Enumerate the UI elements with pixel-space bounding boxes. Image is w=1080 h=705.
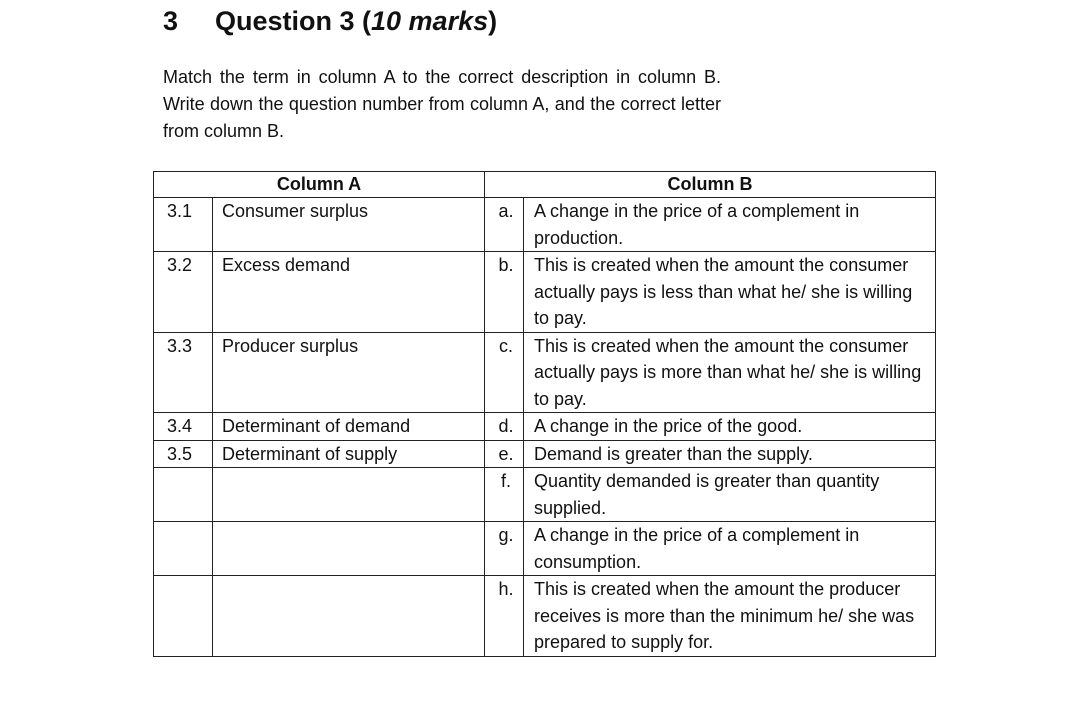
- question-title-prefix: Question 3 (: [215, 6, 372, 36]
- table-row: [154, 522, 936, 576]
- row-number-cell: [154, 522, 213, 576]
- row-term-cell: [213, 440, 485, 468]
- instructions: Match the term in column A to the correct description in column B. Write down the question number from column A, and the correct letter from column B.: [163, 67, 721, 141]
- row-letter: h.: [498, 579, 514, 599]
- matching-table: [153, 171, 936, 657]
- row-letter-cell: [485, 332, 524, 413]
- row-description-cell: [524, 576, 936, 657]
- row-term: Determinant of demand: [222, 416, 411, 436]
- row-letter: a.: [498, 201, 514, 221]
- row-description-cell: [524, 332, 936, 413]
- question-number: 3: [163, 6, 179, 36]
- row-term-cell: [213, 576, 485, 657]
- row-description-cell: [524, 468, 936, 522]
- column-b-header: Column B: [485, 172, 936, 198]
- row-description-cell: [524, 522, 936, 576]
- row-letter-cell: [485, 413, 524, 441]
- row-letter-cell: [485, 576, 524, 657]
- question-heading: [163, 6, 497, 37]
- row-number: 3.2: [167, 255, 193, 275]
- row-description: This is created when the amount the consumer actually pays is less than what he/ she is willing to pay.: [534, 255, 913, 328]
- row-description: This is created when the amount the consumer actually pays is more than what he/ she is willing to pay.: [534, 335, 922, 409]
- row-description-cell: [524, 413, 936, 441]
- row-number: 3.4: [167, 416, 193, 436]
- row-letter-cell: [485, 252, 524, 333]
- row-description: Quantity demanded is greater than quantity supplied.: [534, 471, 880, 518]
- row-term-cell: [213, 468, 485, 522]
- table-row: [154, 413, 936, 441]
- row-number-cell: [154, 252, 213, 333]
- row-term-cell: [213, 413, 485, 441]
- row-letter: f.: [501, 471, 512, 491]
- row-number: 3.5: [167, 443, 193, 464]
- row-letter: d.: [498, 416, 514, 436]
- row-number: 3.3: [167, 335, 193, 356]
- question-title-suffix: ): [488, 6, 498, 36]
- table-row: [154, 332, 936, 413]
- table-row: [154, 198, 936, 252]
- table-row: [154, 468, 936, 522]
- table-header-row: [154, 172, 936, 198]
- row-number-cell: [154, 332, 213, 413]
- row-description: A change in the price of the good.: [534, 416, 803, 436]
- row-letter-cell: [485, 440, 524, 468]
- row-description-cell: [524, 198, 936, 252]
- table-row: [154, 440, 936, 468]
- table-row: [154, 576, 936, 657]
- row-number-cell: [154, 413, 213, 441]
- row-term-cell: [213, 522, 485, 576]
- row-term-cell: [213, 332, 485, 413]
- column-a-header: Column A: [154, 172, 485, 198]
- row-number-cell: [154, 198, 213, 252]
- row-letter-cell: [485, 468, 524, 522]
- row-letter: b.: [498, 255, 514, 275]
- row-description: This is created when the amount the producer receives is more than the minimum he/ she was prepared to supply for.: [534, 579, 915, 652]
- row-number: 3.1: [167, 201, 193, 221]
- row-number-cell: [154, 576, 213, 657]
- row-letter: c.: [499, 335, 514, 356]
- table-row: [154, 252, 936, 333]
- row-description: A change in the price of a complement in production.: [534, 201, 860, 248]
- row-description: Demand is greater than the supply.: [534, 443, 813, 464]
- row-term: Producer surplus: [222, 335, 359, 356]
- row-description: A change in the price of a complement in consumption.: [534, 525, 860, 572]
- row-letter-cell: [485, 522, 524, 576]
- row-term-cell: [213, 198, 485, 252]
- row-term-cell: [213, 252, 485, 333]
- row-term: Excess demand: [222, 255, 351, 275]
- row-number-cell: [154, 468, 213, 522]
- row-letter-cell: [485, 198, 524, 252]
- question-marks: 10 marks: [371, 6, 489, 36]
- row-letter: g.: [498, 525, 514, 545]
- row-term: Consumer surplus: [222, 201, 369, 221]
- row-description-cell: [524, 252, 936, 333]
- row-letter: e.: [498, 443, 514, 464]
- row-number-cell: [154, 440, 213, 468]
- row-term: Determinant of supply: [222, 443, 398, 464]
- row-description-cell: [524, 440, 936, 468]
